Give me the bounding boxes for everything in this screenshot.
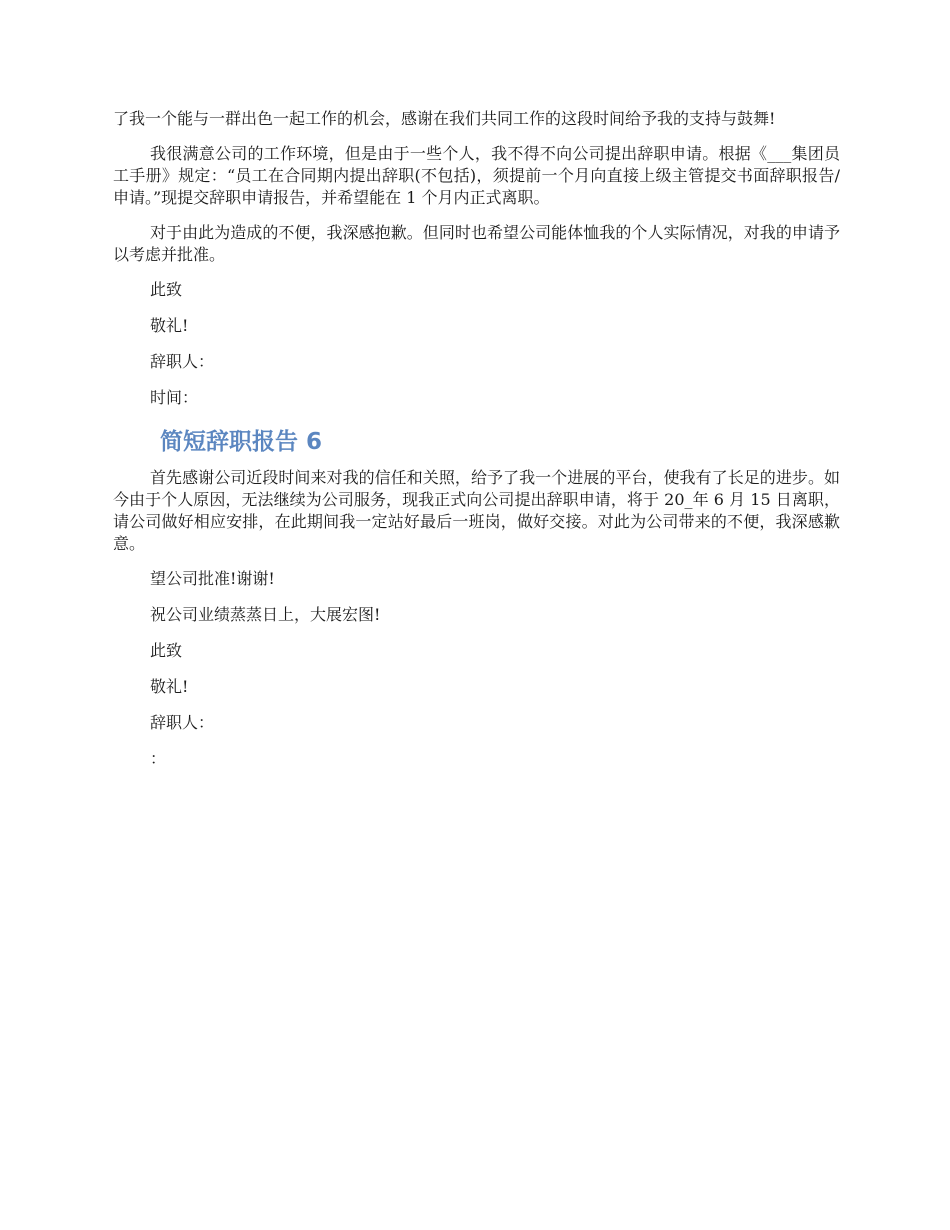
time-line: 时间： xyxy=(150,388,199,407)
section-heading: 简短辞职报告 6 xyxy=(160,429,323,455)
hope-line: 望公司批准!谢谢! xyxy=(150,569,275,588)
salute-line: 敬礼! xyxy=(150,316,189,335)
document-page xyxy=(113,108,840,784)
closing-line: 此致 xyxy=(150,280,183,299)
closing-line-2: 此致 xyxy=(150,641,183,660)
paragraph-main: 首先感谢公司近段时间来对我的信任和关照，给予了我一个进展的平台，使我有了长足的进步。如今由于个人原因，无法继续为公司服务，现我正式向公司提出辞职申请，将于 20_年 6 月 15 日离职，请公司做好相应安排，在此期间我一定站好最后一班岗，做好交接。对此为公司带来的不便，我深感歉意。 xyxy=(113,468,840,553)
salute-line-2: 敬礼! xyxy=(150,677,189,696)
paragraph-reason: 我很满意公司的工作环境，但是由于一些个人，我不得不向公司提出辞职申请。根据《___集团员工手册》规定：“员工在合同期内提出辞职(不包括)，须提前一个月向直接上级主管提交书面辞职报告/申请。”现提交辞职申请报告，并希望能在 1 个月内正式离职。 xyxy=(113,144,840,207)
resigner-line-2: 辞职人： xyxy=(150,713,215,732)
paragraph-continuation: 了我一个能与一群出色一起工作的机会，感谢在我们共同工作的这段时间给予我的支持与鼓舞! xyxy=(113,109,776,128)
wish-line: 祝公司业绩蒸蒸日上，大展宏图! xyxy=(150,605,381,624)
paragraph-apology: 对于由此为造成的不便，我深感抱歉。但同时也希望公司能体恤我的个人实际情况，对我的申请予以考虑并批准。 xyxy=(113,223,840,264)
colon-line: ： xyxy=(150,749,167,768)
resigner-line: 辞职人： xyxy=(150,352,215,371)
